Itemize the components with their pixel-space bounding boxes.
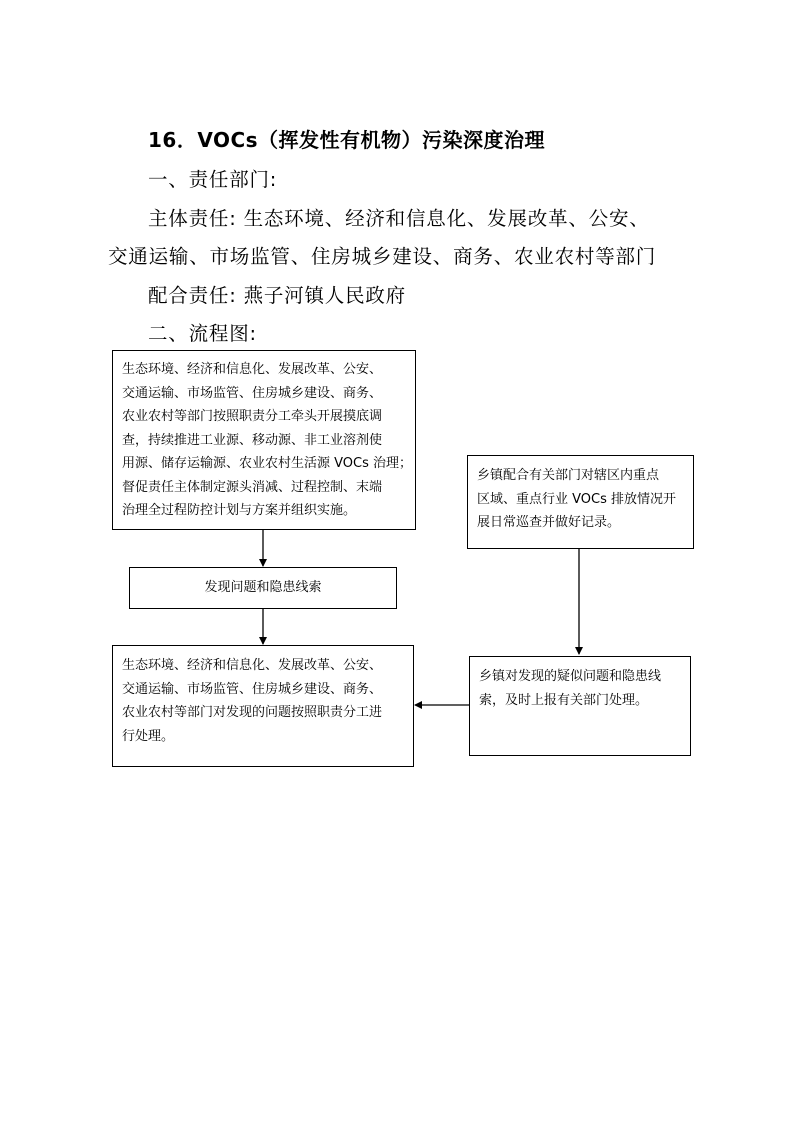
primary-responsibility-line1: 主体责任: 生态环境、经济和信息化、发展改革、公安、 <box>148 207 650 230</box>
flow-box-handle-issues <box>112 645 414 767</box>
flow-box-lead-investigation <box>112 350 416 530</box>
box5-line: 索，及时上报有关部门处理。 <box>479 692 649 708</box>
box3-line: 农业农村等部门对发现的问题按照职责分工进 <box>122 705 383 720</box>
box4-line: 展日常巡查并做好记录。 <box>477 515 621 530</box>
flow-box-discover-issues <box>129 567 397 609</box>
box1-line: 农业农村等部门按照职责分工牵头开展摸底调 <box>122 409 383 424</box>
box3-line: 生态环境、经济和信息化、发展改革、公安、 <box>122 658 383 673</box>
section-heading-departments: 一、责任部门: <box>148 168 278 191</box>
box1-line: 治理全过程防控计划与方案并组织实施。 <box>122 503 357 518</box>
flow-box-township-report <box>469 656 691 756</box>
box3-line: 交通运输、市场监管、住房城乡建设、商务、 <box>122 681 383 697</box>
box1-line: 交通运输、市场监管、住房城乡建设、商务、 <box>122 385 383 401</box>
box4-line: 乡镇配合有关部门对辖区内重点 <box>477 468 660 483</box>
box1-line: 督促责任主体制定源头消减、过程控制、末端 <box>122 479 383 495</box>
cooperating-responsibility: 配合责任: 燕子河镇人民政府 <box>148 284 406 307</box>
flow-box-township-patrol <box>467 455 694 549</box>
box1-line: 用源、储存运输源、农业农村生活源 VOCs 治理； <box>122 456 413 471</box>
box5-line: 乡镇对发现的疑似问题和隐患线 <box>479 669 662 684</box>
box3-line: 行处理。 <box>122 728 175 744</box>
box1-line: 生态环境、经济和信息化、发展改革、公安、 <box>122 362 383 377</box>
box4-line: 区域、重点行业 VOCs 排放情况开 <box>477 491 677 507</box>
section-heading-flowchart: 二、流程图: <box>148 322 257 345</box>
page-title: 16．VOCs（挥发性有机物）污染深度治理 <box>148 128 546 152</box>
primary-responsibility-line2: 交通运输、市场监管、住房城乡建设、商务、农业农村等部门 <box>108 245 657 268</box>
box2-label: 发现问题和隐患线索 <box>204 580 322 596</box>
box1-line: 查，持续推进工业源、移动源、非工业溶剂使 <box>122 432 383 448</box>
